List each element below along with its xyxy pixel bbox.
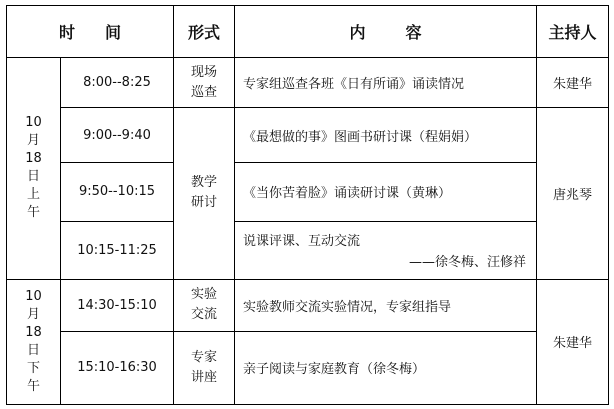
host-cell-shared: 唐兆琴 [537, 108, 609, 279]
content-cell: 亲子阅读与家庭教育（徐冬梅） [235, 331, 537, 404]
time-cell: 9:50--10:15 [61, 163, 174, 221]
header-content: 内容 [235, 6, 537, 58]
time-cell: 14:30-15:10 [61, 279, 174, 331]
form-cell-shared [174, 108, 235, 279]
content-presenters: ——徐冬梅、汪修祥 [409, 255, 527, 271]
table-row [7, 331, 609, 404]
schedule-table [6, 5, 609, 405]
form-line: 巡查 [191, 84, 218, 100]
content-main: 说课评课、互动交流 [243, 234, 361, 250]
header-form: 形式 [174, 6, 235, 58]
table-row [7, 58, 609, 108]
content-cell: 专家组巡查各班《日有所诵》诵读情况 [235, 58, 537, 108]
content-cell: 《最想做的事》图画书研讨课（程娟娟） [235, 108, 537, 163]
content-cell: 《当你苦着脸》诵读研讨课（黄琳） [235, 163, 537, 221]
time-cell: 15:10-16:30 [61, 331, 174, 404]
header-time: 时间 [7, 6, 174, 58]
host-cell-shared: 朱建华 [537, 279, 609, 404]
form-cell [174, 58, 235, 108]
date-char: 下 [26, 360, 40, 376]
table-row [7, 108, 609, 163]
time-cell: 8:00--8:25 [61, 58, 174, 108]
table-row [7, 163, 609, 221]
table-row [7, 221, 609, 279]
form-line: 教学 [191, 175, 218, 191]
date-char: 上 [26, 187, 40, 203]
afternoon-date-cell [7, 279, 61, 404]
date-char: 日 [26, 342, 40, 358]
morning-date-cell [7, 58, 61, 280]
date-char: 18 [25, 324, 42, 340]
header-row [7, 6, 609, 58]
date-char: 10 [25, 288, 42, 304]
form-line: 现场 [191, 64, 218, 80]
form-line: 实验 [191, 287, 218, 303]
content-cell: 实验教师交流实验情况，专家组指导 [235, 279, 537, 331]
form-line: 专家 [191, 349, 218, 365]
form-line: 讲座 [191, 369, 218, 385]
date-char: 月 [26, 133, 40, 149]
time-cell: 9:00--9:40 [61, 108, 174, 163]
content-cell [235, 221, 537, 279]
date-char: 午 [26, 205, 40, 221]
date-char: 月 [26, 306, 40, 322]
host-cell: 朱建华 [537, 58, 609, 108]
date-char: 日 [26, 169, 40, 185]
form-cell [174, 279, 235, 331]
form-line: 交流 [191, 307, 218, 323]
form-cell [174, 331, 235, 404]
header-host: 主持人 [537, 6, 609, 58]
date-char: 午 [26, 378, 40, 394]
date-char: 18 [25, 151, 42, 167]
date-char: 10 [25, 115, 42, 131]
time-cell: 10:15-11:25 [61, 221, 174, 279]
table-row [7, 279, 609, 331]
form-line: 研讨 [191, 195, 218, 211]
